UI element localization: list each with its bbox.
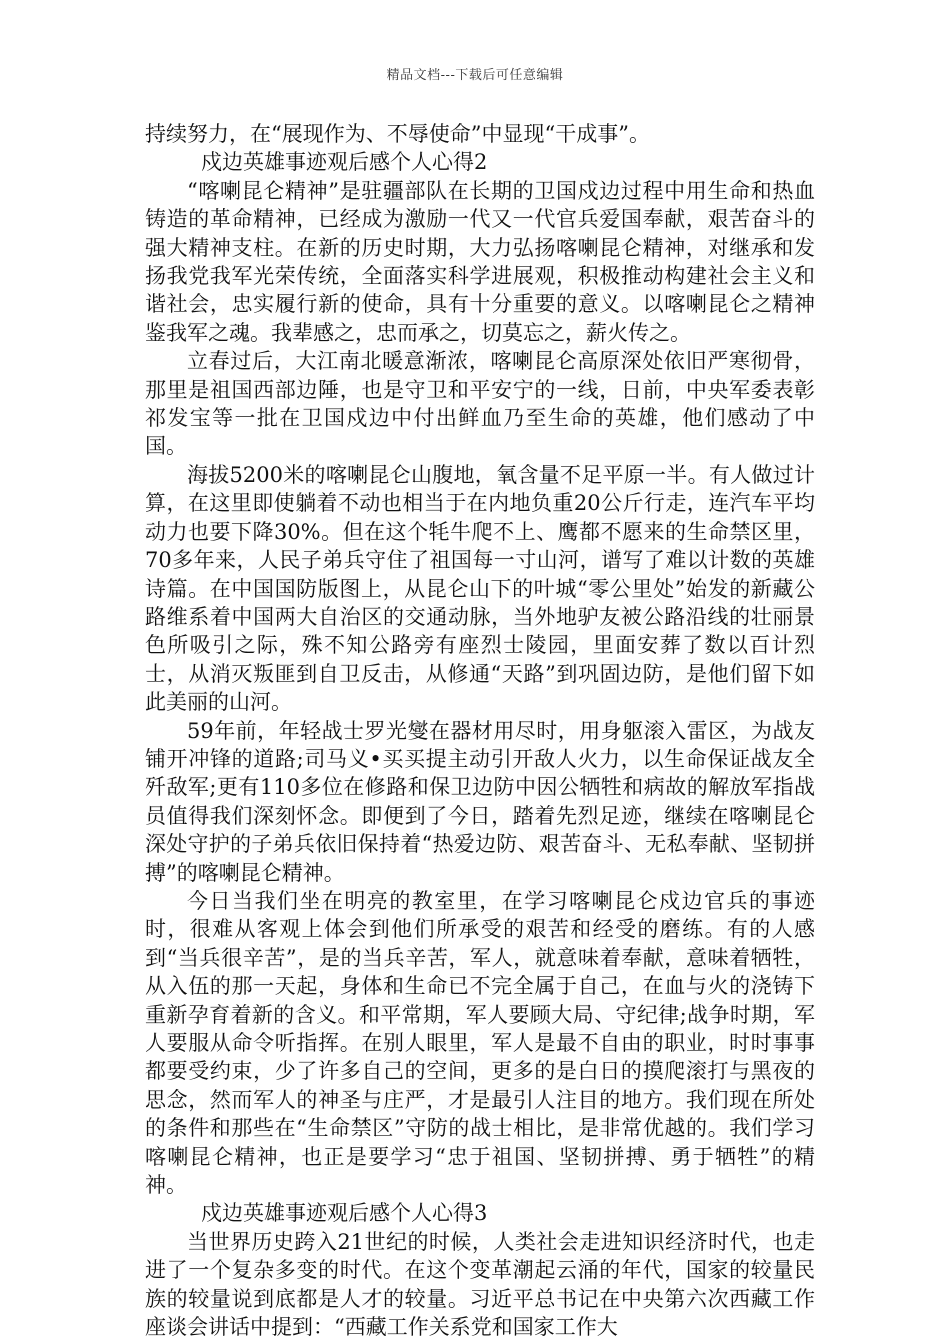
paragraph: 59年前，年轻战士罗光燮在器材用尽时，用身躯滚入雷区，为战友铺开冲锋的道路;司马义•买买提主动引开敌人火力，以生命保证战友全歼敌军;更有110多位在修路和保卫边防中因公牺牲和病故的解放军指战员值得我们深刻怀念。即便到了今日，踏着先烈足迹，继续在喀喇昆仑深处守护的子弟兵依旧保持着“热爱边防、艰苦奋斗、无私奉献、坚韧拼搏”的喀喇昆仑精神。 <box>145 718 815 885</box>
document-body <box>145 120 815 1341</box>
section-heading-2: 戍边英雄事迹观后感个人心得2 <box>201 150 488 175</box>
paragraph: “喀喇昆仑精神”是驻疆部队在长期的卫国戍边过程中用生命和热血铸造的革命精神，已经成为激励一代又一代官兵爱国奉献，艰苦奋斗的强大精神支柱。在新的历史时期，大力弘扬喀喇昆仑精神，对继承和发扬我党我军光荣传统，全面落实科学进展观，积极推动构建社会主义和谐社会，忠实履行新的使命，具有十分重要的意义。以喀喇昆仑之精神鉴我军之魂。我辈感之，忠而承之，切莫忘之，薪火传之。 <box>145 178 815 345</box>
paragraph: 海拔5200米的喀喇昆仑山腹地，氧含量不足平原一半。有人做过计算，在这里即使躺着不动也相当于在内地负重20公斤行走，连汽车平均动力也要下降30%。但在这个牦牛爬不上、鹰都不愿来的生命禁区里，70多年来，人民子弟兵守住了祖国每一寸山河，谱写了难以计数的英雄诗篇。在中国国防版图上，从昆仑山下的叶城“零公里处”始发的新藏公路维系着中国两大自治区的交通动脉，当外地驴友被公路沿线的壮丽景色所吸引之际，殊不知公路旁有座烈士陵园，里面安葬了数以百计烈士，从消灭叛匪到自卫反击，从修通“天路”到巩固边防，是他们留下如此美丽的山河。 <box>145 462 815 715</box>
paragraph: 今日当我们坐在明亮的教室里，在学习喀喇昆仑戍边官兵的事迹时，很难从客观上体会到他们所承受的艰苦和经受的磨练。有的人感到“当兵很辛苦”，是的当兵辛苦，军人，就意味着奉献，意味着牺牲，从入伍的那一天起，身体和生命已不完全属于自己，在血与火的浇铸下重新孕育着新的含义。和平常期，军人要顾大局、守纪律;战争时期，军人要服从命令听指挥。在别人眼里，军人是最不自由的职业，时时事事都要受约束，少了许多自己的空间，更多的是白日的摸爬滚打与黑夜的思念，然而军人的神圣与庄严，才是最引人注目的地方。我们现在所处的条件和那些在“生命禁区”守防的战士相比，是非常优越的。我们学习喀喇昆仑精神，也正是要学习“忠于祖国、坚韧拼搏、勇于牺牲”的精神。 <box>145 888 815 1198</box>
section-heading-3: 戍边英雄事迹观后感个人心得3 <box>201 1201 488 1226</box>
page-header: 精品文档---下载后可任意编辑 <box>386 68 564 83</box>
paragraph-continued: 持续努力，在“展现作为、不辱使命”中显现“干成事”。 <box>145 122 650 146</box>
paragraph: 立春过后，大江南北暖意渐浓，喀喇昆仑高原深处依旧严寒彻骨，那里是祖国西部边陲，也是守卫和平安宁的一线，日前，中央军委表彰祁发宝等一批在卫国戍边中付出鲜血乃至生命的英雄，他们感动了中国。 <box>145 349 815 459</box>
paragraph: 当世界历史跨入21世纪的时候，人类社会走进知识经济时代，也走进了一个复杂多变的时代。在这个变革潮起云涌的年代，国家的较量民族的较量说到底都是人才的较量。习近平总书记在中央第六次西藏工作座谈会讲话中提到：“西藏工作关系党和国家工作大 <box>145 1229 815 1340</box>
